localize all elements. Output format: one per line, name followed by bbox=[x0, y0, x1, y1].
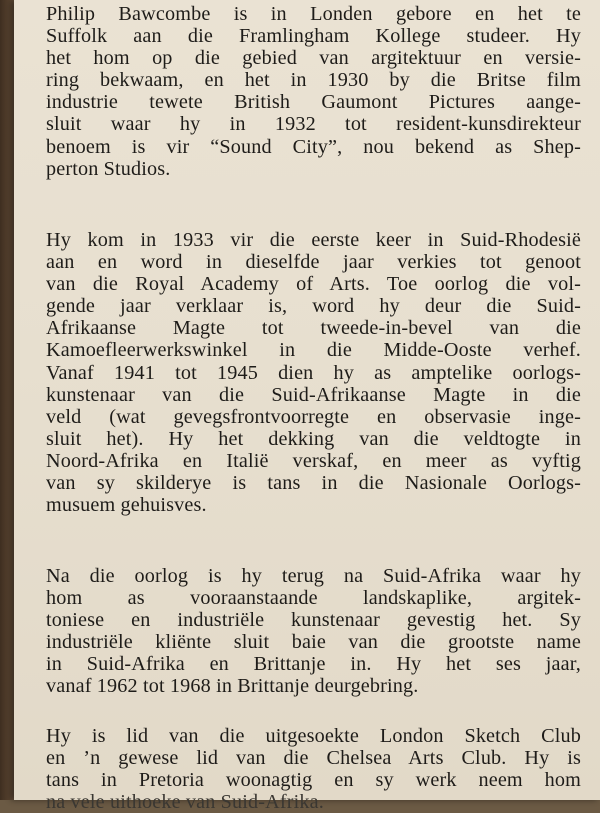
text-line: sluit het). Hy het dekking van die veldtogte in bbox=[46, 427, 581, 450]
text-line: na vele uithoeke van Suid-Afrika. bbox=[46, 791, 324, 813]
text-line: ring bekwaam, en het in 1930 by die Britse film bbox=[46, 69, 581, 92]
text-line: sluit waar hy in 1932 tot resident-kunsdirekteur bbox=[46, 113, 581, 136]
text-line: Afrikaanse Magte tot tweede-in-bevel van die bbox=[46, 317, 581, 340]
biography-paragraph-2 bbox=[46, 229, 581, 516]
text-line: tans in Pretoria woonagtig en sy werk neem hom bbox=[46, 769, 581, 792]
text-line: perton Studios. bbox=[46, 157, 171, 180]
text-line: en ’n gewese lid van die Chelsea Arts Club. Hy is bbox=[46, 747, 581, 770]
text-line: industriële kliënte sluit baie van die grootste name bbox=[46, 631, 581, 654]
text-line: benoem is vir “Sound City”, nou bekend as Shep- bbox=[46, 135, 581, 158]
text-line: industrie tewete British Gaumont Pictures aange- bbox=[46, 91, 581, 114]
text-line: toniese en industriële kunstenaar gevestig het. Sy bbox=[46, 609, 581, 632]
text-line: Noord-Afrika en Italië verskaf, en meer as vyftig bbox=[46, 449, 581, 472]
text-line: gende jaar verklaar is, word hy deur die Suid- bbox=[46, 295, 581, 318]
biography-paragraph-3 bbox=[46, 565, 581, 698]
text-line: het hom op die gebied van argitektuur en versie- bbox=[46, 47, 581, 70]
text-line: Philip Bawcombe is in Londen gebore en het te bbox=[46, 3, 581, 25]
text-line: aan en word in dieselfde jaar verkies tot genoot bbox=[46, 251, 581, 274]
text-line: Vanaf 1941 tot 1945 dien hy as amptelike oorlogs- bbox=[46, 361, 581, 384]
text-line: veld (wat gevegsfrontvoorregte en observasie inge- bbox=[46, 405, 581, 428]
text-line: Hy kom in 1933 vir die eerste keer in Suid-Rhodesië bbox=[46, 229, 581, 251]
text-line: vanaf 1962 tot 1968 in Brittanje deurgebring. bbox=[46, 675, 419, 698]
biography-paragraph-4 bbox=[46, 725, 581, 813]
text-line: Suffolk aan die Framlingham Kollege studeer. Hy bbox=[46, 25, 581, 48]
text-line: Na die oorlog is hy terug na Suid-Afrika waar hy bbox=[46, 565, 581, 587]
text-line: in Suid-Afrika en Brittanje in. Hy het ses jaar, bbox=[46, 653, 581, 676]
text-line: van die Royal Academy of Arts. Toe oorlog die vol- bbox=[46, 273, 581, 296]
text-line: van sy skilderye is tans in die Nasionale Oorlogs- bbox=[46, 472, 581, 495]
text-line: kunstenaar van die Suid-Afrikaanse Magte in die bbox=[46, 383, 581, 406]
biography-paragraph-1 bbox=[46, 3, 581, 180]
text-line: musuem gehuisves. bbox=[46, 494, 207, 517]
text-line: hom as vooraanstaande landskaplike, argitek- bbox=[46, 587, 581, 610]
text-line: Kamoefleerwerkswinkel in die Midde-Ooste verhef. bbox=[46, 339, 581, 362]
book-page bbox=[14, 0, 600, 813]
text-line: Hy is lid van die uitgesoekte London Sketch Club bbox=[46, 725, 581, 747]
